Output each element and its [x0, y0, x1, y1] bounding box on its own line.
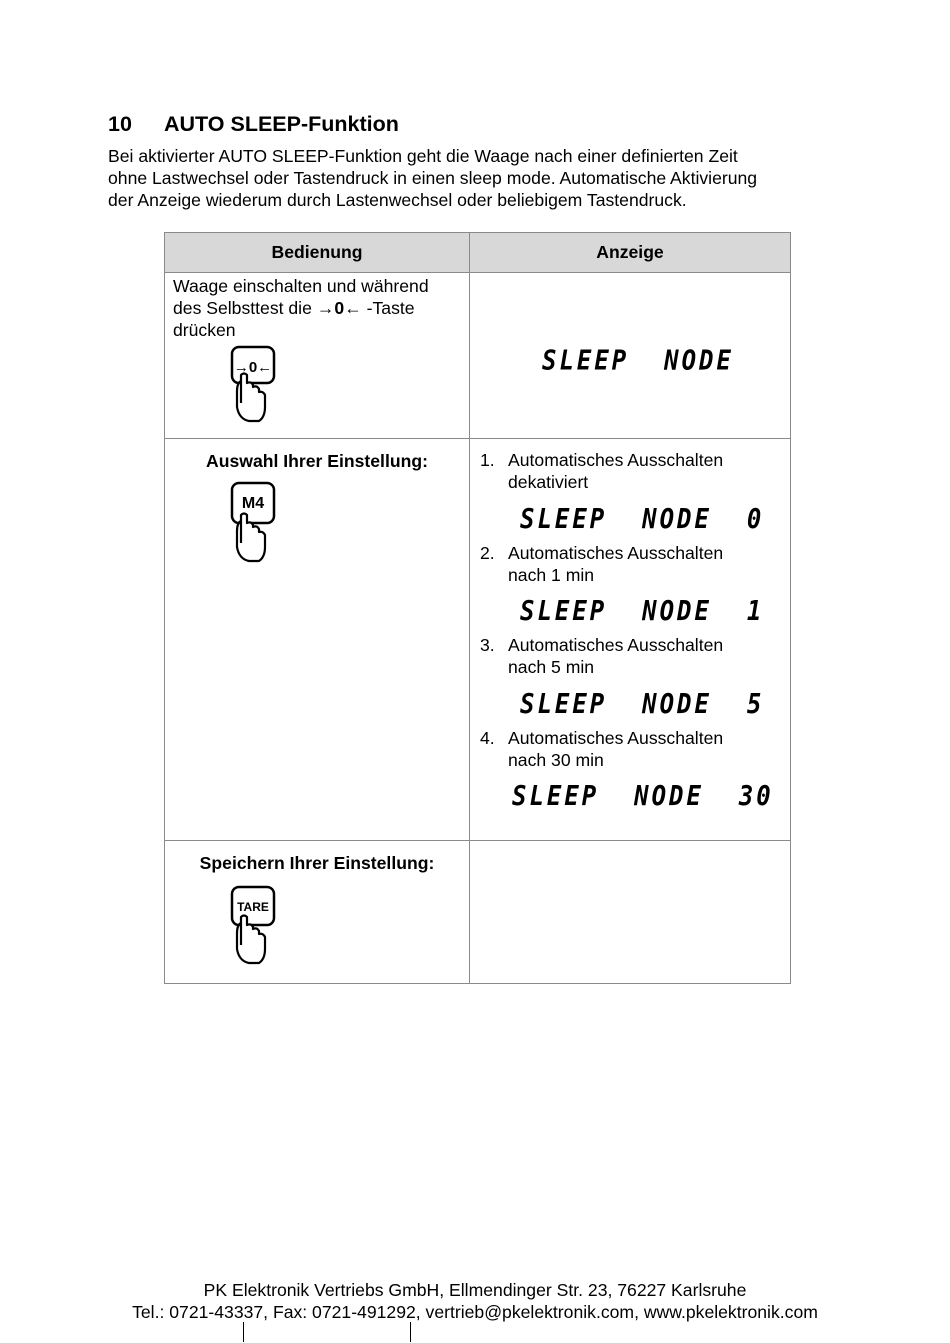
intro-line: Bei aktivierter AUTO SLEEP-Funktion geht die Waage nach einer definierten Zeit: [108, 146, 738, 166]
instruction-line: [173, 297, 465, 319]
display-sleep-mode-0: SLEEP NODE 0: [520, 502, 765, 535]
intro-line: ohne Lastwechsel oder Tastendruck in einen sleep mode. Automatische Aktivierung: [108, 168, 758, 188]
option-number: 2.: [480, 543, 495, 563]
section-number: 10: [108, 112, 132, 136]
row3-display-cell: [470, 841, 791, 984]
instruction-text: des Selbsttest die: [173, 298, 317, 318]
table-row: [165, 439, 791, 841]
table-row: [165, 273, 791, 439]
footer-divider: [410, 1322, 411, 1342]
row3-operation-cell: [165, 841, 470, 984]
section-heading: [108, 112, 399, 137]
tare-key-label: TARE: [237, 900, 269, 914]
option-text-line2: nach 30 min: [508, 750, 604, 770]
intro-paragraph: [108, 145, 868, 211]
m4-key-label: M4: [241, 495, 265, 512]
option-text-line1: Automatisches Ausschalten: [508, 728, 724, 748]
row1-instruction: [173, 275, 465, 341]
instruction-text: -Taste: [361, 298, 415, 318]
option-text-line2: nach 5 min: [508, 657, 595, 677]
zero-key-symbol: →0←: [316, 298, 362, 318]
instruction-line: Waage einschalten und während: [173, 276, 429, 296]
option-text-line1: Automatisches Ausschalten: [508, 543, 724, 563]
footer-line-1: PK Elektronik Vertriebs GmbH, Ellmendinger Str. 23, 76227 Karlsruhe: [203, 1280, 747, 1300]
footer-divider: [243, 1322, 244, 1342]
row3-label: Speichern Ihrer Einstellung:: [199, 853, 435, 873]
table-header-row: [165, 233, 791, 273]
option-text-line1: Automatisches Ausschalten: [508, 450, 724, 470]
operation-table: [164, 232, 791, 984]
option-number: 3.: [480, 635, 495, 655]
option-number: 4.: [480, 728, 495, 748]
zero-key-label: →0←: [233, 359, 273, 376]
display-sleep-mode: SLEEP NODE: [542, 344, 734, 377]
instruction-line: drücken: [173, 320, 236, 340]
section-title: AUTO SLEEP-Funktion: [164, 112, 399, 136]
header-bedienung: Bedienung: [165, 233, 470, 273]
option-text-line2: nach 1 min: [508, 565, 595, 585]
display-sleep-mode-5: SLEEP NODE 5: [520, 687, 765, 720]
intro-line: der Anzeige wiederum durch Lastenwechsel oder beliebigem Tastendruck.: [108, 190, 687, 210]
row2-operation-cell: [165, 439, 470, 841]
options-list: [470, 439, 790, 840]
footer-line-2: Tel.: 0721-43337, Fax: 0721-491292, vertrieb@pkelektronik.com, www.pkelektronik.com: [132, 1302, 818, 1322]
m4-key-press-icon: [229, 481, 279, 566]
option-text-line1: Automatisches Ausschalten: [508, 635, 724, 655]
row1-operation-cell: [165, 273, 470, 439]
display-sleep-mode-1: SLEEP NODE 1: [520, 594, 765, 627]
row2-label: Auswahl Ihrer Einstellung:: [206, 451, 428, 471]
option-text-line2: dekativiert: [508, 472, 589, 492]
header-anzeige: Anzeige: [470, 233, 791, 273]
table-row: [165, 841, 791, 984]
zero-key-press-icon: [229, 345, 279, 425]
option-number: 1.: [480, 450, 495, 470]
display-sleep-mode-30: SLEEP NODE 30: [512, 779, 774, 812]
row2-display-cell: [470, 439, 791, 841]
row1-display-cell: [470, 273, 791, 439]
tare-key-press-icon: [229, 885, 279, 967]
